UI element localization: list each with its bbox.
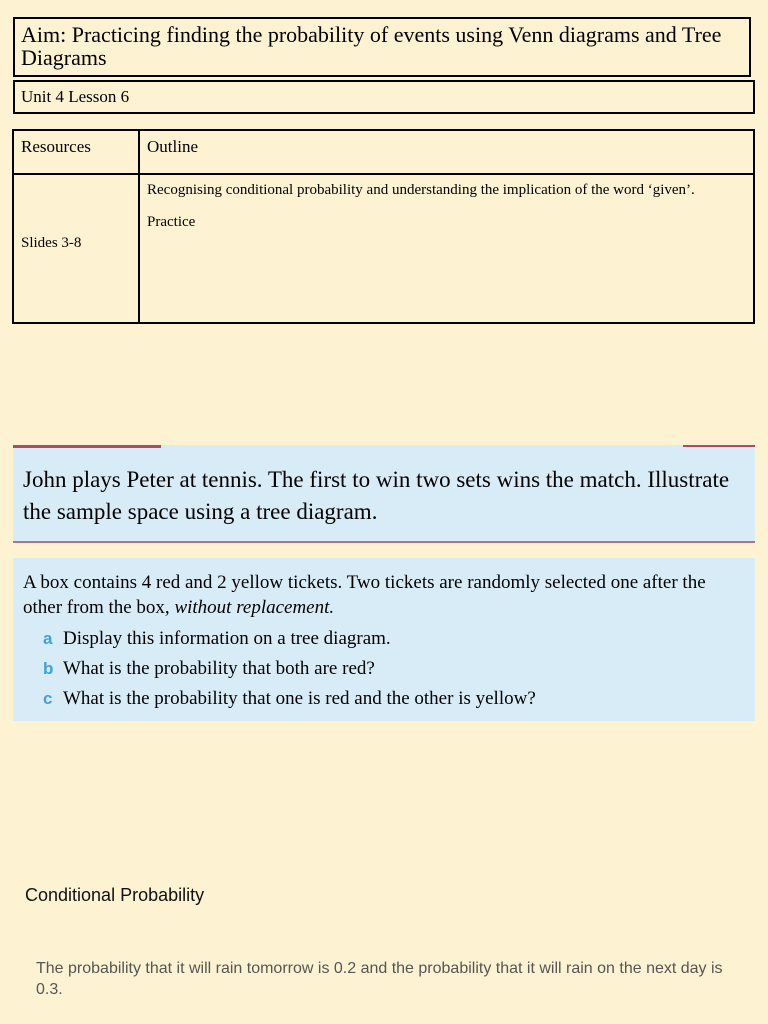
outline-item: Recognising conditional probability and understanding the implication of the word ‘given’. [147, 182, 695, 198]
conditional-title: Conditional Probability [25, 885, 205, 905]
tennis-problem-panel [13, 445, 755, 543]
tickets-intro [23, 570, 745, 620]
aim-box [13, 17, 751, 77]
part-letter: b [43, 659, 54, 678]
table-header-row [13, 130, 754, 174]
part-letter: a [43, 629, 53, 648]
conditional-text: The probability that it will rain tomorrow is 0.2 and the probability that it will rain on the next day is 0.3. [36, 960, 723, 998]
tennis-problem-text: John plays Peter at tennis. The first to win two sets wins the match. Illustrate the sample space using a tree diagram. [23, 467, 730, 524]
list-item [23, 624, 745, 654]
resources-cell [13, 174, 139, 323]
outline-item: Practice [147, 214, 196, 230]
list-item [23, 654, 745, 684]
tickets-intro-text: A box contains 4 red and 2 yellow tickets. Two tickets are randomly selected one after the other from the box, [23, 572, 706, 618]
accent-line [683, 445, 755, 447]
part-letter: c [43, 689, 53, 708]
tickets-problem-panel [13, 558, 755, 721]
unit-box [13, 80, 755, 114]
part-text: What is the probability that both are red? [63, 658, 375, 679]
tickets-intro-italic: without replacement. [174, 597, 335, 618]
aim-text: Aim: Practicing finding the probability of events using Venn diagrams and Tree Diagrams [21, 22, 722, 70]
outline-cell [139, 174, 754, 323]
header-outline: Outline [139, 130, 754, 174]
question-parts [23, 624, 745, 714]
list-item [23, 684, 745, 714]
accent-line [13, 445, 161, 448]
part-text: Display this information on a tree diagram. [63, 628, 391, 649]
unit-label: Unit 4 Lesson 6 [21, 87, 130, 106]
resources-slides: Slides 3-8 [21, 235, 82, 251]
table-row [13, 174, 754, 323]
lesson-plan-table [12, 129, 755, 324]
header-resources: Resources [13, 130, 139, 174]
part-text: What is the probability that one is red and the other is yellow? [63, 688, 536, 709]
